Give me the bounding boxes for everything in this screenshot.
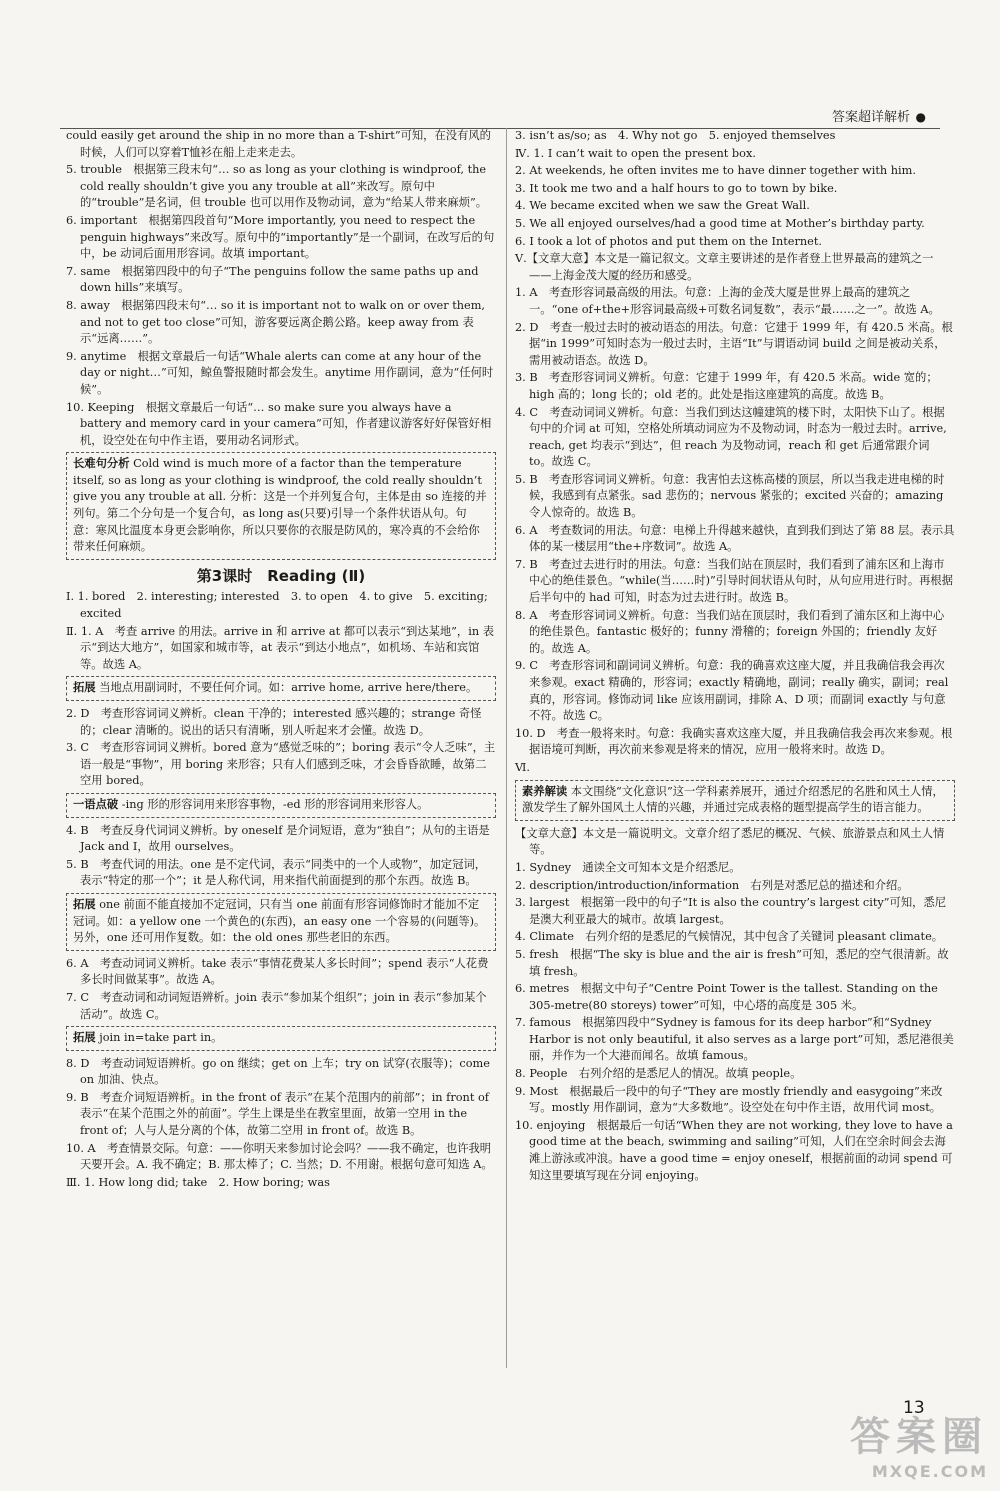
note-label: 拓展 — [73, 1031, 96, 1045]
answer-item: 5. fresh 根据“The sky is blue and the air is fresh”可知，悉尼的空气很清新。故填 fresh。 — [515, 947, 949, 978]
answer-item: 7. same 根据第四段中的句子“The penguins follow the same paths up and down hills”来填写。 — [66, 264, 479, 295]
answer-item: 7. B 考查过去进行时的用法。句意：当我们站在顶层时，我们看到了浦东区和上海市中心的绝佳景色。“while(当……时)”引导时间状语从句时，从句应用进行时。再根据后半句中的 had 可知，时态为过去进行时。故选 B。 — [515, 557, 954, 605]
answer-item: 9. Most 根据最后一段中的句子“They are mostly friendly and easygoing”来改写。mostly 用作副词，意为“大多数地”。设空处在句中作主语，故用代词 most。 — [515, 1084, 943, 1115]
answer-item: 4. Climate 右列介绍的是悉尼的气候情况，其中包含了关键词 pleasant climate。 — [515, 930, 944, 944]
answer-item: Ⅳ. 1. I can’t wait to open the present box. — [515, 146, 756, 160]
watermark — [850, 1405, 988, 1481]
note-text: one 前面不能直接加不定冠词，只有当 one 前面有形容词修饰时才能加不定冠词。如：a yellow one 一个黄色的(东西)，an easy one 一个容易的(问题等)。另外，one 还可用作复数。如：the old ones 那些老旧的东西。 — [73, 897, 486, 945]
note-box — [66, 893, 496, 951]
answer-item: 2. At weekends, he often invites me to have dinner together with him. — [515, 164, 916, 178]
answer-item: 7. C 考查动词和动词短语辨析。join 表示“参加某个组织”；join in 表示“参加某个活动”。故选 C。 — [66, 990, 487, 1021]
answer-item: 5. trouble 根据第三段末句“… so as long as your clothing is windproof, the cold really shouldn’t give you any trouble at all”来改写。原句中的“trouble”是名词，但 trouble 也可以用作及物动词，意为“给某人带来麻烦”。 — [66, 163, 488, 210]
note-label: 拓展 — [73, 897, 96, 911]
answer-item: 2. description/introduction/information 右列是对悉尼总的描述和介绍。 — [515, 878, 909, 892]
answer-item: 8. People 右列介绍的是悉尼人的情况。故填 people。 — [515, 1067, 802, 1081]
answer-item: 9. C 考查形容词和副词词义辨析。句意：我的确喜欢这座大厦，并且我确信我会再次来参观。exact 精确的，形容词；exactly 精确地，副词；really 确实，副词；real 真的，形容词。修饰动词 like 应该用副词，排除 A、D 项；而副词 exactly 与句意不符。故选 C。 — [515, 659, 949, 723]
answer-item: Ⅵ. — [515, 760, 530, 774]
header-dot-icon: ● — [915, 110, 926, 124]
section-title: 第3课时 Reading (Ⅱ) — [196, 566, 366, 585]
answer-item: 10. enjoying 根据最后一句话“When they are not working, they love to have a good time at the beach, swimming and sailing”可知，人们在空余时间会去海滩上游泳或冲浪。have a good time = enjoy oneself，根据前面的动词 spend 可知这里要填写现在分词 enjoying。 — [515, 1118, 953, 1182]
watermark-url: MXQE.COM — [871, 1462, 988, 1481]
page-number: 13 — [903, 1398, 925, 1418]
answer-item: Ⅲ. 1. How long did; take 2. How boring; was — [66, 1175, 330, 1189]
answer-item: 8. A 考查形容词词义辨析。句意：当我们站在顶层时，我们看到了浦东区和上海中心的绝佳景色。fantastic 极好的；funny 滑稽的；foreign 外国的；friendly 友好的。故选 A。 — [515, 608, 945, 655]
note-label: 拓展 — [73, 681, 96, 695]
answer-item: 4. We became excited when we saw the Great Wall. — [515, 199, 810, 213]
note-box — [66, 793, 496, 818]
answer-item: 10. Keeping 根据文章最后一句话“… so make sure you always have a battery and memory card in your camera”可知，作者建议游客好好保管好相机，设空处在句中作主语，要用动名词形式。 — [66, 400, 492, 447]
answer-item: 6. important 根据第四段首句“More importantly, you need to respect the penguin highways”来改写。原句中的“importantly”是一个副词，在改写后的句中，be 动词后面用形容词。故填 important。 — [66, 213, 495, 261]
answer-item: 7. famous 根据第四段中“Sydney is famous for its deep harbor”和“Sydney Harbor is not only beautiful, it also serves as a large port”可知，悉尼港很美丽，并作为一个大港而闻名。故填 famous。 — [515, 1016, 954, 1063]
answer-item: 8. D 考查动词短语辨析。go on 继续；get on 上车；try on 试穿(衣服等)；come on 加油、快点。 — [66, 1056, 490, 1087]
answer-item: 1. A 考查形容词最高级的用法。句意：上海的金茂大厦是世界上最高的建筑之一。“one of+the+形容词最高级+可数名词复数”，表示“最……之一”。故选 A。 — [515, 286, 940, 316]
answer-item: 6. A 考查动词词义辨析。take 表示“事情花费某人多长时间”；spend 表示“人花费多长时间做某事”。故选 A。 — [66, 956, 489, 987]
answer-item: 3. largest 根据第一段中的句子“It is also the country’s largest city”可知，悉尼是澳大利亚最大的城市。故填 largest。 — [515, 896, 947, 926]
answer-item: 5. B 考查代词的用法。one 是不定代词，表示“同类中的一个人或物”，加定冠词，表示“特定的那一个”；it 是人称代词，用来指代前面提到的那个东西。故选 B。 — [66, 857, 487, 888]
answer-item: 1. Sydney 通读全文可知本文是介绍悉尼。 — [515, 860, 741, 874]
answer-item: 2. D 考查形容词词义辨析。clean 干净的；interested 感兴趣的；strange 奇怪的；clear 清晰的。说出的话只有清晰，别人听起来才会懂。故选 D。 — [66, 707, 482, 737]
answer-item: 9. B 考查介词短语辨析。in the front of 表示“在某个范围内的前部”；in front of 表示“在某个范围之外的前面”。学生上课是坐在教室里面，故第一空用 in the front of；人与人是分离的个体，故第二空用 in front of。故选 B。 — [66, 1090, 489, 1138]
answer-item: 9. anytime 根据文章最后一句话“Whale alerts can come at any hour of the day or night…”可知，鲸鱼警报随时都会发生。anytime 用作副词，意为“任何时候”。 — [66, 349, 494, 396]
answer-item: Ⅰ. 1. bored 2. interesting; interested 3. to open 4. to give 5. exciting; excited — [66, 590, 488, 621]
answer-item: 5. We all enjoyed ourselves/had a good time at Mother’s birthday party. — [515, 216, 925, 230]
note-label: 一语点破 — [73, 797, 119, 811]
answer-item: 3. B 考查形容词词义辨析。句意：它建于 1999 年，有 420.5 米高。wide 宽的；high 高的；long 长的；old 老的。此处是指这座建筑的高度。故选 B。 — [515, 371, 938, 401]
answer-item: 2. D 考查一般过去时的被动语态的用法。句意：它建于 1999 年，有 420.5 米高。根据“in 1999”可知时态为一般过去时，主语“It”与谓语动词 build 之间是被动关系，需用被动语态。故选 D。 — [515, 320, 953, 367]
note-label: 长难句分析 — [73, 457, 130, 471]
answer-item: Ⅴ.【文章大意】本文是一篇记叙文。文章主要讲述的是作者登上世界最高的建筑之一——上海金茂大厦的经历和感受。 — [515, 252, 934, 282]
answer-item: 3. isn’t as/so; as 4. Why not go 5. enjoyed themselves — [515, 129, 836, 142]
answer-item: 4. C 考查动词词义辨析。句意：当我们到达这幢建筑的楼下时，太阳快下山了。根据句中的介词 at 可知，空格处所填动词应为不及物动词，时态为一般过去时。arrive, reach, get 均表示“到达”，但 reach 为及物动词，reach 和 get 后通常跟介词 to。故选 C。 — [515, 405, 947, 469]
answer-item: 4. B 考查反身代词词义辨析。by oneself 是介词短语，意为“独自”；从句的主语是 Jack and I，故用 ourselves。 — [66, 823, 490, 854]
note-text: 本文围绕“文化意识”这一学科素养展开，通过介绍悉尼的名胜和风土人情，激发学生了解外国风土人情的兴趣，并通过完成表格的题型提高学生的语言能力。 — [522, 784, 944, 815]
answer-item: 【文章大意】本文是一篇说明文。文章介绍了悉尼的概况、气候、旅游景点和风土人情等。 — [515, 826, 945, 857]
header-title: 答案超详解析 — [831, 110, 910, 125]
note-box — [66, 1026, 496, 1051]
answer-item: 3. It took me two and a half hours to go to town by bike. — [515, 181, 838, 195]
left-column — [66, 128, 496, 1192]
note-label: 素养解读 — [522, 784, 568, 798]
answer-item: 6. I took a lot of photos and put them on the Internet. — [515, 234, 822, 248]
note-box — [66, 452, 496, 560]
answer-item: 3. C 考查形容词词义辨析。bored 意为“感觉乏味的”；boring 表示“令人乏味”，主语一般是“事物”，用 boring 来形容；只有人们感到乏味，才会昏昏欲睡，故第二空用 bored。 — [66, 741, 496, 788]
note-text: -ing 形的形容词用来形容事物，-ed 形的形容词用来形容人。 — [121, 797, 429, 811]
column-divider — [506, 128, 507, 1368]
answer-item: 5. B 考查形容词词义辨析。句意：我害怕去这栋高楼的顶层，所以当我走进电梯的时候，我感到有点紧张。sad 悲伤的；nervous 紧张的；excited 兴奋的；amazing 令人惊奇的。故选 B。 — [515, 472, 945, 520]
answer-item: Ⅱ. 1. A 考查 arrive 的用法。arrive in 和 arrive at 都可以表示“到达某地”，in 表示“到达大地方”，如国家和城市等，at 表示“到达小地点”，如机场、车站和宾馆等。故选 A。 — [66, 624, 495, 671]
answer-item: 10. A 考查情景交际。句意：——你明天来参加讨论会吗？——我不确定，也许我明天要开会。A. 我不确定；B. 那太棒了；C. 当然；D. 不用谢。根据句意可知选 A。 — [66, 1141, 493, 1172]
note-text: join in=take part in。 — [99, 1031, 223, 1045]
note-text: Cold wind is much more of a factor than the temperature itself, so as long as your clothing is windproof, the cold really shouldn’t give you any trouble at all. 分析：这是一个并列复合句，主体是由 so 连接的并列句。第二个分句是一个复合句，as long as(只要)引导一个条件状语从句。句意：寒风比温度本身更会影响你，所以只要你的衣服是防风的，寒冷真的不会给你带来任何麻烦。 — [73, 457, 487, 554]
page-header — [60, 106, 940, 129]
answer-item: 10. D 考查一般将来时。句意：我确实喜欢这座大厦，并且我确信我会再次来参观。根据语境可判断，再次前来参观是将来的情况，应用一般将来时。故选 D。 — [515, 726, 953, 757]
answer-item: 6. A 考查数词的用法。句意：电梯上升得越来越快，直到我们到达了第 88 层。表示具体的某一楼层用“the+序数词”。故选 A。 — [515, 523, 955, 554]
note-box — [66, 676, 496, 701]
answer-item: 8. away 根据第四段末句“… so it is important not to walk on or over them, and not to get too close”可知，游客要远离企鹅公路。keep away from 表示“远离……”。 — [66, 298, 486, 346]
watermark-logo: 答案圈 — [850, 1414, 988, 1460]
note-text: 当地点用副词时，不要任何介词。如：arrive home, arrive here/there。 — [99, 681, 478, 695]
answer-item: 6. metres 根据文中句子“Centre Point Tower is the tallest. Standing on the 305-metre(80 storeys) tower”可知，中心塔的高度是 305 米。 — [515, 982, 938, 1012]
note-box — [515, 780, 955, 821]
answer-item: could easily get around the ship in no more than a T-shirt”可知，在没有风的时候，人们可以穿着T恤衫在船上走来走去。 — [66, 129, 491, 159]
right-column — [515, 128, 955, 1185]
